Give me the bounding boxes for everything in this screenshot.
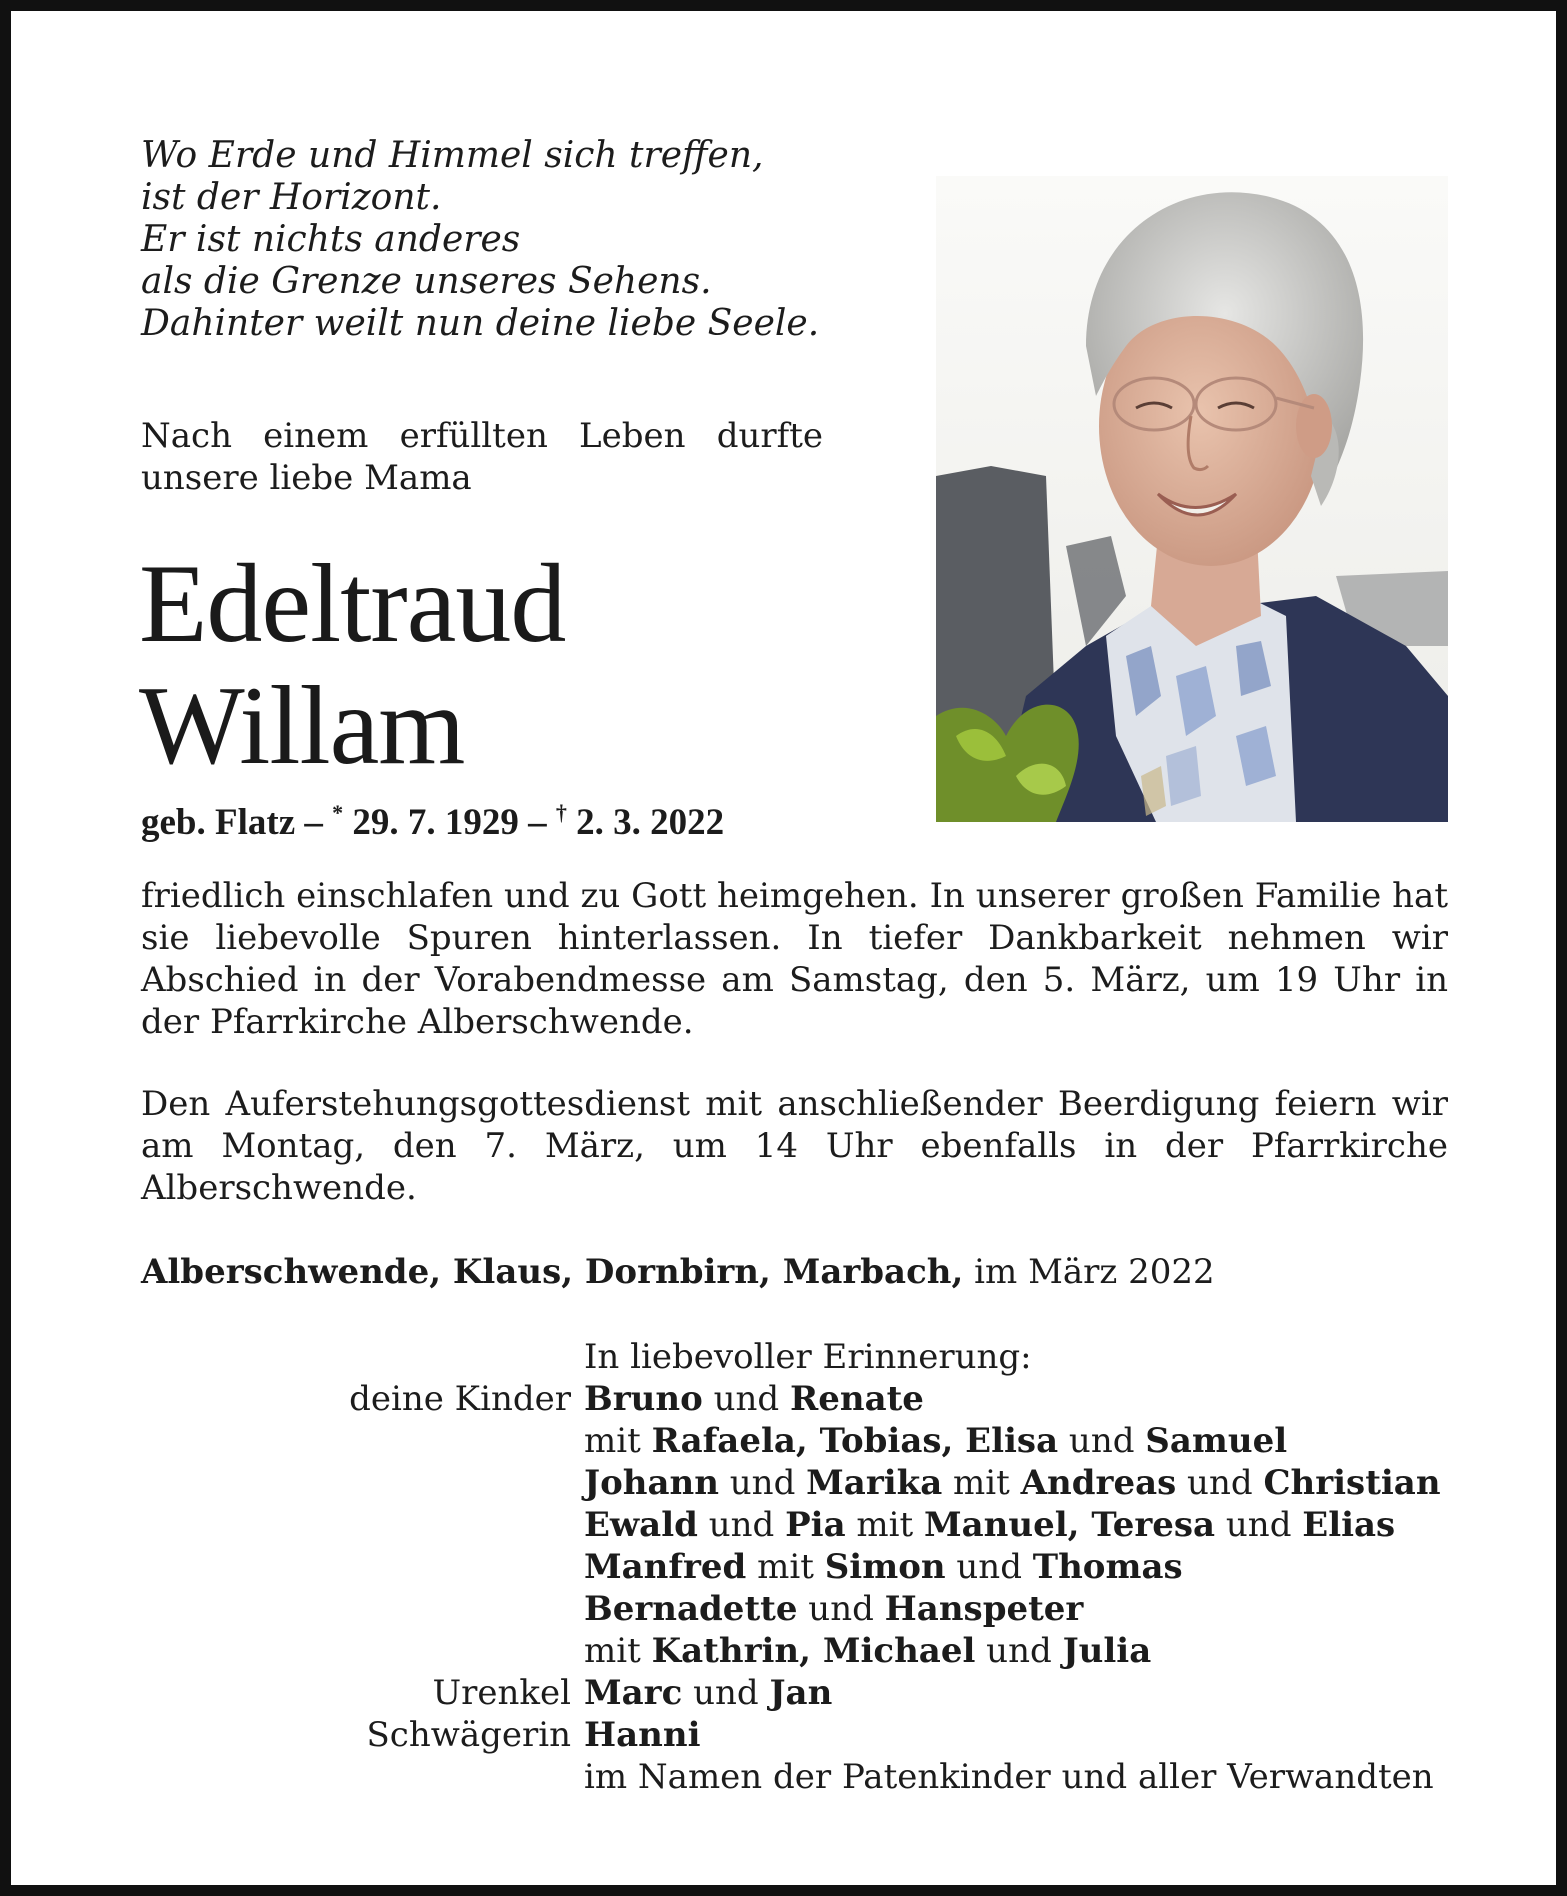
family-row [11, 1504, 1567, 1546]
life-dates [141, 791, 901, 845]
connector-text: und [1215, 1505, 1303, 1545]
relatives-names [584, 1462, 1441, 1504]
connector-text: mit [746, 1547, 825, 1587]
intro-text: Nach einem erfüllten Leben durfte unsere liebe Mama [141, 416, 823, 498]
relatives-names [584, 1672, 832, 1714]
portrait-photo [936, 176, 1448, 822]
relative-name: Ewald [584, 1505, 698, 1545]
relative-name: Jan [769, 1673, 833, 1713]
connector-text: und [1058, 1421, 1146, 1461]
maiden-name: geb. Flatz [141, 802, 296, 843]
relative-name: Kathrin, Michael [651, 1631, 976, 1671]
family-row [11, 1462, 1567, 1504]
family-row [11, 1588, 1567, 1630]
connector-text: und [797, 1589, 885, 1629]
relative-name: Hanni [584, 1715, 701, 1755]
relatives-names [584, 1756, 1434, 1798]
place-and-date [141, 1251, 1448, 1293]
relative-name: Julia [1062, 1631, 1152, 1671]
relative-name: Marika [806, 1463, 943, 1503]
connector-text: und [682, 1673, 770, 1713]
first-name: Edeltraud [139, 542, 566, 666]
birth-date: 29. 7. 1929 [343, 802, 519, 843]
connector-text: im Namen der Patenkinder und aller Verwandten [584, 1757, 1434, 1797]
connector-text: und [718, 1463, 807, 1503]
dash-separator: – [518, 802, 556, 843]
relative-name: Bruno [584, 1379, 703, 1419]
connector-text: und [702, 1379, 790, 1419]
birth-star-symbol: * [332, 800, 344, 825]
relative-name: Andreas [1020, 1463, 1177, 1503]
family-row [11, 1378, 1567, 1420]
month-year: im März 2022 [963, 1252, 1215, 1292]
relative-name: Johann [584, 1463, 719, 1503]
relative-name: Marc [584, 1673, 683, 1713]
portrait-illustration [936, 176, 1448, 822]
connector-text: und [1176, 1463, 1264, 1503]
family-row [11, 1336, 1567, 1378]
relative-name: Bernadette [584, 1589, 798, 1629]
relatives-names [584, 1336, 1032, 1378]
death-cross-symbol: † [555, 800, 567, 825]
family-row [11, 1420, 1567, 1462]
poem-line: Er ist nichts anderes [141, 219, 521, 260]
relatives-names [584, 1420, 1287, 1462]
poem-line: ist der Horizont. [141, 177, 442, 218]
family-row [11, 1672, 1567, 1714]
relatives-names [584, 1588, 1083, 1630]
connector-text: mit [584, 1421, 652, 1461]
connector-text: und [697, 1505, 786, 1545]
relation-label: Schwägerin [366, 1715, 571, 1755]
connector-text: und [945, 1547, 1033, 1587]
relatives-names [584, 1714, 701, 1756]
poem [141, 135, 841, 345]
relative-name: Thomas [1032, 1547, 1183, 1587]
place-names: Alberschwende, Klaus, Dornbirn, Marbach, [141, 1252, 964, 1292]
connector-text: mit [942, 1463, 1021, 1503]
connector-text: mit [845, 1505, 925, 1545]
relative-name: Christian [1263, 1463, 1441, 1503]
relation-label: Urenkel [432, 1673, 571, 1713]
last-name: Willam [139, 664, 465, 788]
poem-line: Wo Erde und Himmel sich treffen, [141, 135, 764, 176]
poem-line: Dahinter weilt nun deine liebe Seele. [141, 303, 820, 344]
family-row [11, 1546, 1567, 1588]
family-list [11, 1336, 1567, 1798]
paragraph-farewell: friedlich einschlafen und zu Gott heimgehen. In unserer großen Familie hat sie liebevolle Spuren hinterlassen. In tiefer Dankbarkeit nehmen wir Abschied in der Vorabendmesse am Samstag, den 5. März, um 19 Uhr in der Pfarrkirche Alberschwende. [141, 876, 1448, 1042]
relation-label: deine Kinder [349, 1379, 571, 1419]
connector-text: mit [584, 1631, 652, 1671]
relative-name: Simon [824, 1547, 946, 1587]
relatives-names [584, 1378, 924, 1420]
death-date: 2. 3. 2022 [566, 802, 725, 843]
relative-name: Manuel, Teresa [924, 1505, 1216, 1545]
family-row [11, 1714, 1567, 1756]
deceased-name [139, 543, 919, 787]
relative-name: Pia [785, 1505, 846, 1545]
poem-line: als die Grenze unseres Sehens. [141, 261, 712, 302]
relatives-names [584, 1630, 1151, 1672]
relative-name: Elias [1302, 1505, 1396, 1545]
relative-name: Rafaela, Tobias, Elisa [651, 1421, 1059, 1461]
relatives-names [584, 1546, 1183, 1588]
connector-text: In liebevoller Erinnerung: [584, 1337, 1032, 1377]
family-row [11, 1630, 1567, 1672]
relative-name: Renate [789, 1379, 924, 1419]
dash-separator: – [295, 802, 333, 843]
family-row [11, 1756, 1567, 1798]
relative-name: Manfred [584, 1547, 747, 1587]
relative-name: Hanspeter [884, 1589, 1084, 1629]
paragraph-funeral: Den Auferstehungsgottesdienst mit anschließender Beerdigung feiern wir am Montag, den 7. März, um 14 Uhr ebenfalls in der Pfarrkirche Alberschwende. [141, 1084, 1448, 1208]
connector-text: und [975, 1631, 1063, 1671]
relatives-names [584, 1504, 1395, 1546]
relative-name: Samuel [1145, 1421, 1288, 1461]
